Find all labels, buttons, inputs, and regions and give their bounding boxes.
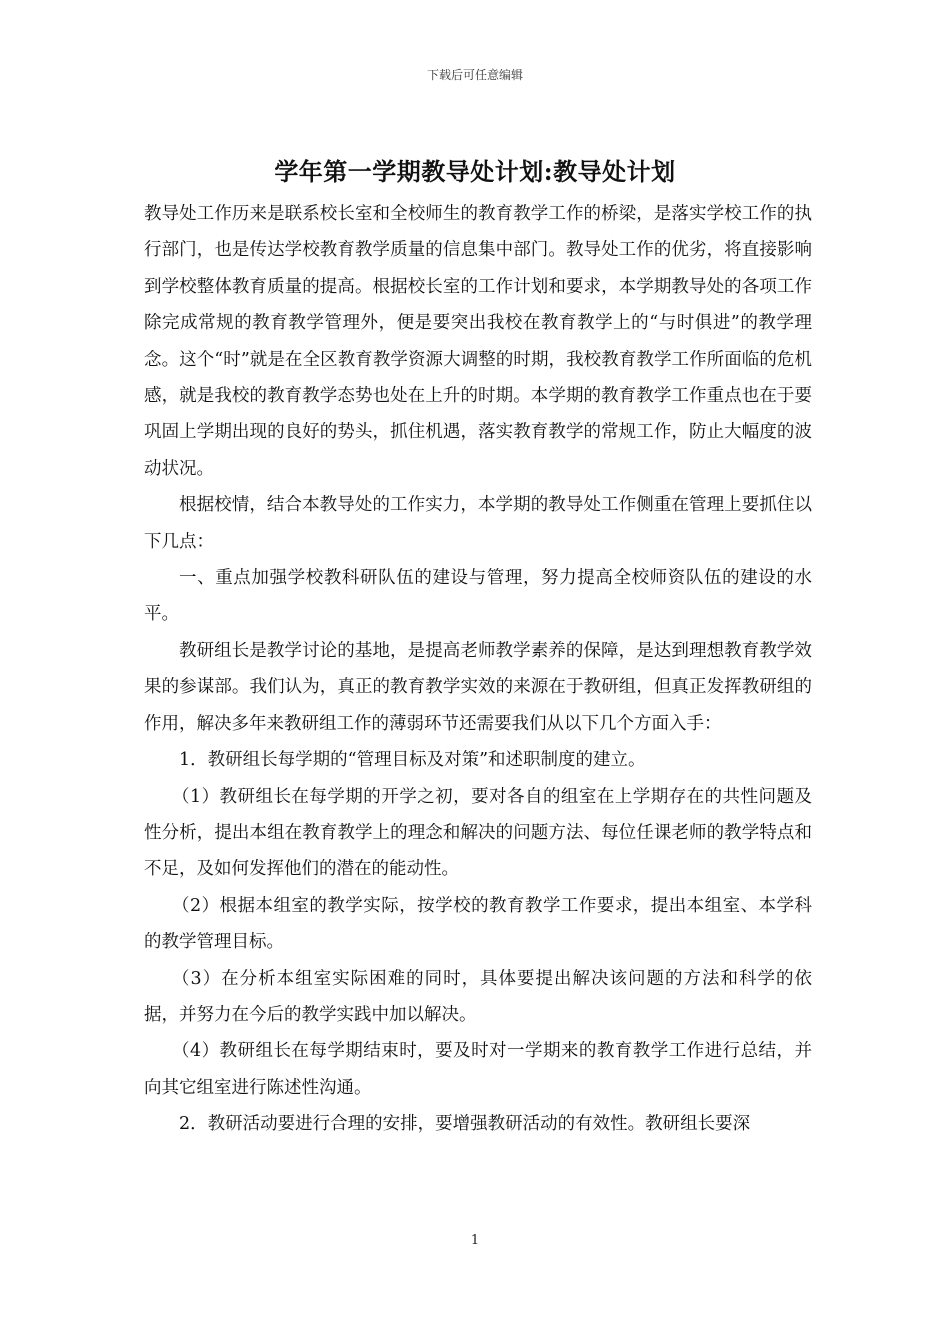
list-item-1: 1．教研组长每学期的“管理目标及对策”和述职制度的建立。 xyxy=(179,750,646,771)
document-body xyxy=(144,196,812,1143)
list-subitem-4: （4）教研组长在每学期结束时，要及时对一学期来的教育教学工作进行总结，并向其它组室进行陈述性沟通。 xyxy=(144,1041,812,1098)
paragraph-focus-points: 根据校情，结合本教导处的工作实力，本学期的教导处工作侧重在管理上要抓住以下几点： xyxy=(144,495,812,552)
list-subitem-1: （1）教研组长在每学期的开学之初，要对各自的组室在上学期存在的共性问题及性分析，提出本组在教育教学上的理念和解决的问题方法、每位任课老师的教学特点和不足，及如何发挥他们的潜在的能动性。 xyxy=(144,786,812,880)
document-title: 学年第一学期教导处计划:教导处计划 xyxy=(274,157,676,186)
section-heading-one: 一、重点加强学校教科研队伍的建设与管理，努力提高全校师资队伍的建设的水平。 xyxy=(144,568,812,625)
list-subitem-2: （2）根据本组室的教学实际，按学校的教育教学工作要求，提出本组室、本学科的教学管理目标。 xyxy=(144,895,812,953)
list-subitem-3: （3）在分析本组室实际困难的同时，具体要提出解决该问题的方法和科学的依据，并努力在今后的教学实践中加以解决。 xyxy=(144,968,812,1025)
header-note: 下载后可任意编辑 xyxy=(426,68,523,82)
paragraph-teaching-research: 教研组长是教学讨论的基地，是提高老师教学素养的保障，是达到理想教育教学效果的参谋部。我们认为，真正的教育教学实效的来源在于教研组，但真正发挥教研组的作用，解决多年来教研组工作的薄弱环节还需要我们从以下几个方面入手： xyxy=(144,640,812,734)
page-number: 1 xyxy=(470,1233,480,1248)
list-item-2: 2．教研活动要进行合理的安排，要增强教研活动的有效性。教研组长要深 xyxy=(179,1114,751,1135)
paragraph-intro: 教导处工作历来是联系校长室和全校师生的教育教学工作的桥梁，是落实学校工作的执行部门，也是传达学校教育教学质量的信息集中部门。教导处工作的优劣，将直接影响到学校整体教育质量的提高。根据校长室的工作计划和要求，本学期教导处的各项工作除完成常规的教育教学管理外，便是要突出我校在教育教学上的“与时俱进”的教学理念。这个“时”就是在全区教育教学资源大调整的时期，我校教育教学工作所面临的危机感，就是我校的教育教学态势也处在上升的时期。本学期的教育教学工作重点也在于要巩固上学期出现的良好的势头，抓住机遇，落实教育教学的常规工作，防止大幅度的波动状况。 xyxy=(144,204,812,479)
